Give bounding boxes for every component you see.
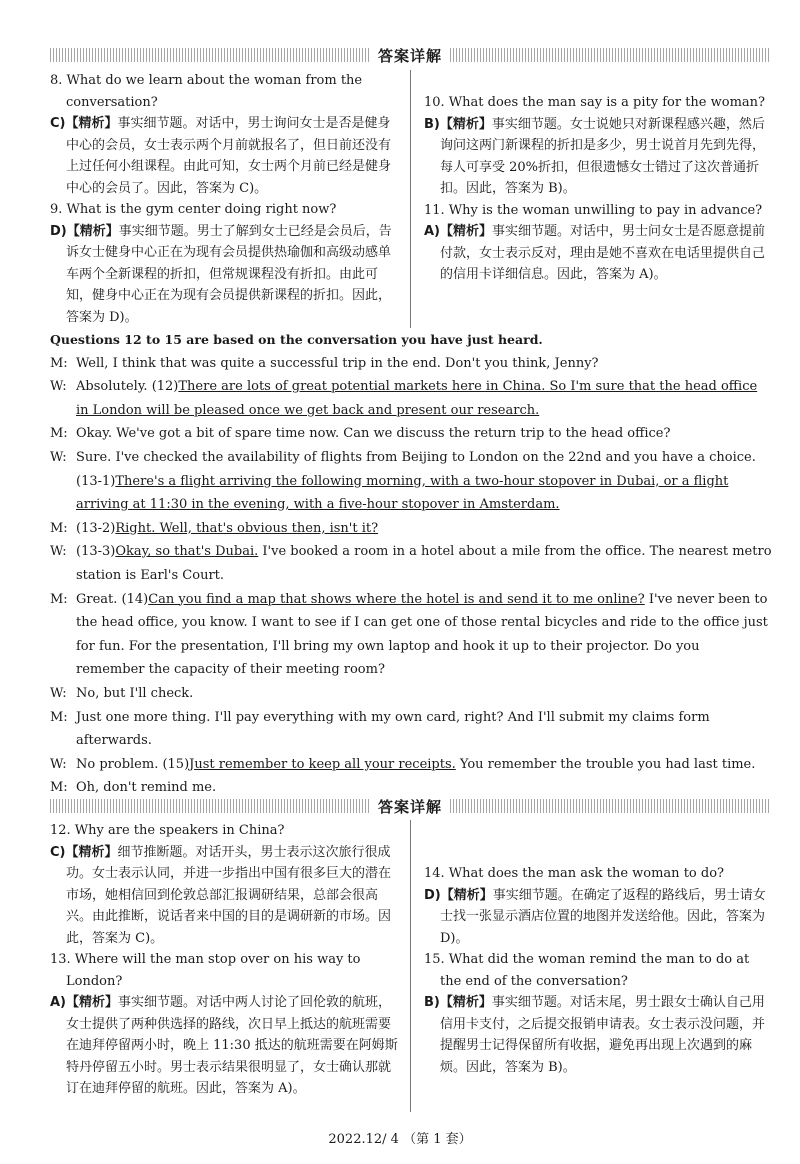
column-divider-bottom [410, 820, 411, 1112]
answer-key-9: D)【精析】 [50, 223, 119, 239]
answer-text-10: 事实细节题。女士说她只对新课程感兴趣，然后询问这两门新课程的折扣是多少，男士说首月先到先得，每人可享受 20%折扣，但很遗憾女士错过了这次普通折扣。因此，答案为 B)。 [440, 116, 766, 196]
answer-15 [424, 992, 772, 1078]
question-11: 11. Why is the woman unwilling to pay in advance? [424, 202, 763, 218]
answer-14 [424, 885, 772, 950]
speaker-label: W: [50, 449, 67, 465]
answer-text-14: 事实细节题。在确定了返程的路线后，男士请女士找一张显示酒店位置的地图并发送给他。因此，答案为 D)。 [440, 887, 766, 946]
speaker-label: M: [50, 709, 68, 725]
speaker-label: M: [50, 355, 68, 371]
speaker-label: M: [50, 426, 68, 442]
answer-9 [50, 221, 398, 329]
speaker-label: M: [50, 780, 68, 796]
bottom-left-column [50, 820, 398, 1100]
answer-12 [50, 842, 398, 950]
transcript [50, 328, 772, 800]
transcript-text: Just one more thing. I'll pay everything with my own card, right? And I'll submit my claims form afterwards. [76, 709, 710, 749]
transcript-lines [50, 352, 772, 800]
transcript-text: (13-2) [76, 520, 116, 536]
transcript-text: Sure. I've checked the availability of flights from Beijing to London on the 22nd and you have a choice. (13-1) [76, 449, 756, 489]
answer-text-15: 事实细节题。对话末尾，男士跟女士确认自己用信用卡支付，之后提交报销申请表。女士表示没问题，并提醒男士记得保留所有收据，避免再出现上次遇到的麻烦。因此，答案为 B)。 [440, 995, 766, 1075]
answer-text-8: 事实细节题。对话中，男士询问女士是否是健身中心的会员，女士表示两个月前就报名了，但日前还没有上过任何小组课程。由此可知，女士两个月前已经是健身中心的会员了。因此，答案为 C)。 [66, 116, 392, 196]
answer-key-8: C)【精析】 [50, 116, 118, 131]
column-divider-top [410, 70, 411, 328]
answer-13 [50, 992, 398, 1100]
transcript-heading: Questions 12 to 15 are based on the conversation you have just heard. [50, 332, 543, 347]
dotted-rule-left [50, 48, 370, 62]
transcript-text: Well, I think that was quite a successful trip in the end. Don't you think, Jenny? [76, 355, 599, 371]
transcript-line [50, 588, 772, 682]
section-title: 答案详解 [378, 46, 443, 65]
speaker-label: M: [50, 591, 68, 607]
transcript-text: Oh, don't remind me. [76, 780, 217, 796]
underlined-key-sentence: Okay, so that's Dubai. [115, 544, 259, 560]
answer-text-9: 事实细节题。男士了解到女士已经是会员后，告诉女士健身中心正在为现有会员提供热瑜伽和高级动感单车两个全新课程的折扣，但常规课程没有折扣。由此可知，健身中心正在为现有会员提供新课程的折扣。因此，答案为 D)。 [66, 223, 392, 325]
speaker-label: M: [50, 520, 68, 536]
transcript-text: No, but I'll check. [76, 685, 194, 701]
transcript-text: Absolutely. (12) [76, 379, 179, 395]
question-10: 10. What does the man say is a pity for the woman? [424, 95, 766, 110]
transcript-line [50, 422, 772, 446]
answer-key-15: B)【精析】 [424, 995, 492, 1010]
underlined-key-sentence: Can you find a map that shows where the hotel is and send it to me online? [148, 591, 645, 607]
answer-key-12: C)【精析】 [50, 844, 118, 860]
transcript-text: I've never been to the head office, you know. I want to see if I can get one of those rental bicycles and ride to the office just for fun. For the presentation, I'll bring my own laptop and hook it up to their projector. Do you remember the capacity of their meeting room? [76, 591, 768, 678]
dotted-rule-right [450, 799, 770, 813]
top-left-column [50, 70, 398, 328]
speaker-label: W: [50, 544, 67, 560]
speaker-label: W: [50, 685, 67, 701]
answer-8 [50, 113, 398, 199]
transcript-text: Okay. We've got a bit of spare time now. Can we discuss the return trip to the head office? [76, 426, 671, 442]
transcript-line [50, 540, 772, 587]
question-14: 14. What does the man ask the woman to do? [424, 866, 724, 881]
question-8: 8. What do we learn about the woman from the conversation? [50, 73, 363, 110]
question-13: 13. Where will the man stop over on his way to London? [50, 952, 361, 989]
answer-key-14: D)【精析】 [424, 887, 493, 903]
transcript-line [50, 753, 772, 777]
transcript-line [50, 682, 772, 706]
transcript-text: (13-3) [76, 544, 116, 560]
question-9: 9. What is the gym center doing right now? [50, 202, 337, 217]
answer-key-13: A)【精析】 [50, 995, 119, 1010]
section-header-bottom [50, 797, 770, 815]
answer-text-12: 细节推断题。对话开头，男士表示这次旅行很成功。女士表示认同，并进一步指出中国有很多巨大的潜在市场，她相信回到伦敦总部汇报调研结果，总部会很高兴。由此推断，说话者来中国的目的是调研新的市场。因此，答案为 C)。 [66, 844, 392, 946]
underlined-key-sentence: Just remember to keep all your receipts. [189, 756, 456, 772]
section-title: 答案详解 [378, 797, 443, 816]
underlined-key-sentence: There's a flight arriving the following morning, with a two-hour stopover in Dubai, or a flight arriving at 11:30 in the evening, with a five-hour stopover in Amsterdam. [76, 473, 729, 513]
bottom-right-column [424, 863, 772, 1078]
page-footer: 2022.12/ 4 （第 1 套） [328, 1132, 472, 1147]
transcript-text: I've booked a room in a hotel about a mile from the office. The nearest metro station is Earl's Court. [76, 544, 772, 583]
transcript-line [50, 517, 772, 541]
answer-key-10: B)【精析】 [424, 116, 492, 132]
top-right-column [424, 92, 772, 286]
transcript-line [50, 352, 772, 376]
question-15: 15. What did the woman remind the man to do at the end of the conversation? [424, 952, 750, 989]
answer-text-13: 事实细节题。对话中两人讨论了回伦敦的航班，女士提供了两种供选择的路线，次日早上抵达的航班需要在迪拜停留两小时，晚上 11:30 抵达的航班需要在阿姆斯特丹停留五小时。男士表示结果很明显了，女士确认那就订在迪拜停留的航班。因此，答案为 A)。 [66, 995, 398, 1096]
answer-key-11: A)【精析】 [424, 224, 493, 239]
dotted-rule-left [50, 799, 370, 813]
answer-11 [424, 221, 772, 286]
dotted-rule-right [450, 48, 770, 62]
transcript-line [50, 375, 772, 422]
transcript-text: Great. (14) [76, 591, 149, 607]
answer-text-11: 事实细节题。对话中，男士问女士是否愿意提前付款，女士表示反对，理由是她不喜欢在电话里提供自己的信用卡详细信息。因此，答案为 A)。 [440, 224, 766, 282]
transcript-line [50, 446, 772, 517]
speaker-label: W: [50, 379, 67, 395]
transcript-line [50, 706, 772, 753]
section-header-top [50, 46, 770, 64]
transcript-text: You remember the trouble you had last time. [455, 756, 756, 772]
underlined-key-sentence: There are lots of great potential markets here in China. So I'm sure that the head office in London will be pleased once we get back and present our research. [76, 379, 758, 418]
transcript-text: No problem. (15) [76, 756, 190, 772]
question-12: 12. Why are the speakers in China? [50, 823, 285, 838]
speaker-label: W: [50, 756, 67, 772]
underlined-key-sentence: Right. Well, that's obvious then, isn't it? [115, 520, 379, 536]
answer-10 [424, 114, 772, 200]
